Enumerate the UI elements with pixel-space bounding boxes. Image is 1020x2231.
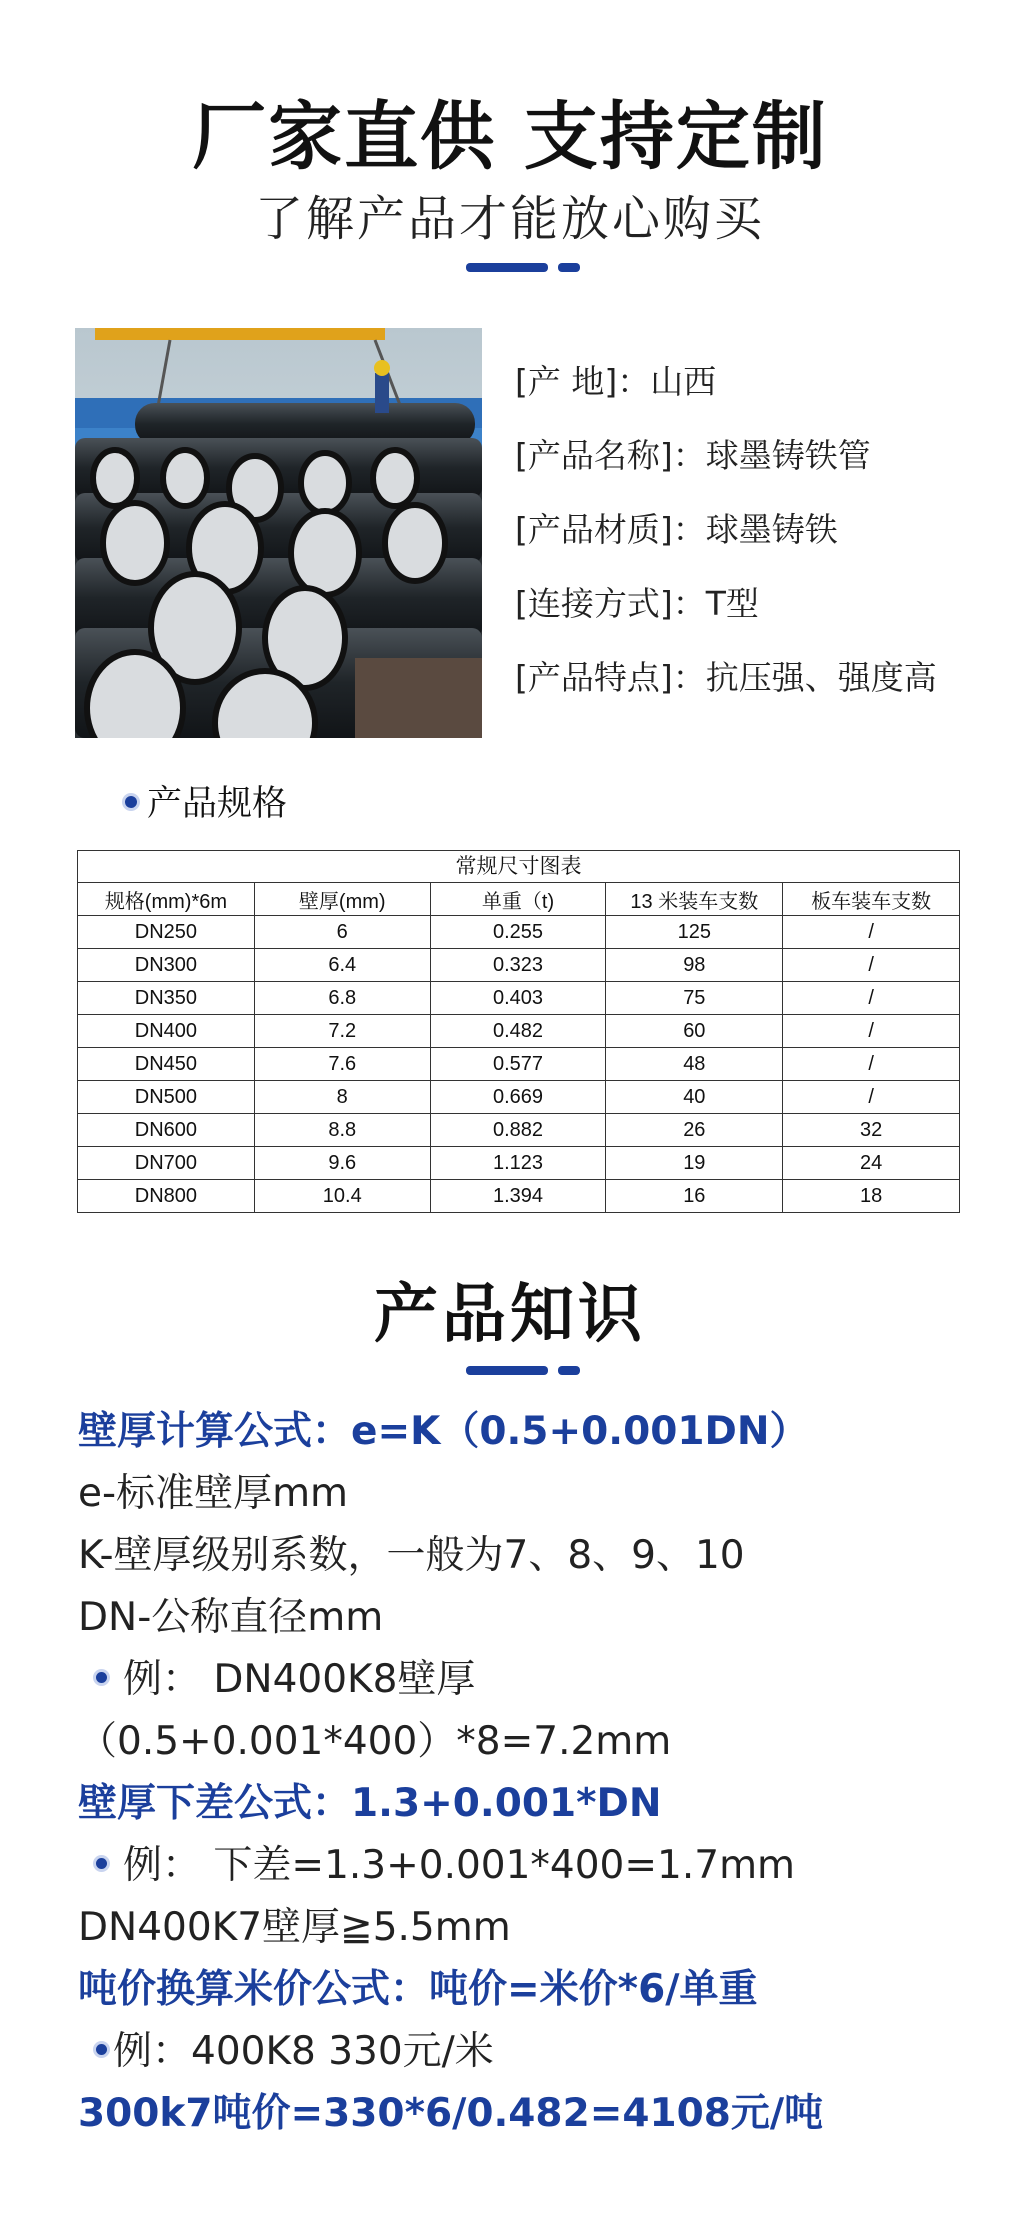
table-cell: 7.6 — [254, 1048, 430, 1081]
knowledge-line — [78, 1835, 1008, 1897]
table-cell: / — [783, 1015, 960, 1048]
table-cell: DN800 — [78, 1180, 255, 1213]
table-cell: 40 — [606, 1081, 783, 1114]
table-row — [78, 1048, 960, 1081]
knowledge-line — [78, 1463, 1008, 1525]
table-cell: 0.577 — [430, 1048, 606, 1081]
table-cell: 0.669 — [430, 1081, 606, 1114]
title-divider-long — [466, 263, 548, 272]
knowledge-line-text: 吨价换算米价公式：吨价=米价*6/单重 — [78, 1967, 758, 2012]
knowledge-divider-long — [466, 1366, 548, 1375]
table-cell: 8 — [254, 1081, 430, 1114]
table-cell: / — [783, 916, 960, 949]
table-cell: DN400 — [78, 1015, 255, 1048]
product-photo — [75, 328, 482, 738]
knowledge-line — [78, 1649, 1008, 1711]
table-cell: 10.4 — [254, 1180, 430, 1213]
spec-table-caption: 常规尺寸图表 — [77, 850, 960, 882]
table-row — [78, 1015, 960, 1048]
spec-table-body — [78, 916, 960, 1213]
bullet-icon — [96, 2044, 107, 2055]
knowledge-line-text: 例： DN400K8壁厚 — [123, 1657, 476, 1702]
knowledge-line-text: 300k7吨价=330*6/0.482=4108元/吨 — [78, 2091, 824, 2136]
knowledge-line-text: e-标准壁厚mm — [78, 1471, 349, 1516]
table-cell: / — [783, 982, 960, 1015]
table-cell: 0.403 — [430, 982, 606, 1015]
table-row — [78, 1114, 960, 1147]
table-cell: 7.2 — [254, 1015, 430, 1048]
table-cell: 98 — [606, 949, 783, 982]
spec-heading — [125, 776, 287, 826]
knowledge-line-text: K-壁厚级别系数，一般为7、8、9、10 — [78, 1533, 745, 1578]
table-cell: DN300 — [78, 949, 255, 982]
table-cell: 60 — [606, 1015, 783, 1048]
knowledge-line — [78, 1711, 1008, 1773]
table-cell: DN450 — [78, 1048, 255, 1081]
table-cell: 1.394 — [430, 1180, 606, 1213]
table-cell: 9.6 — [254, 1147, 430, 1180]
bullet-icon — [96, 1672, 107, 1683]
page-subtitle: 了解产品才能放心购买 — [254, 191, 765, 247]
property-label: [产品名称] — [515, 436, 673, 475]
property-separator: ： — [672, 510, 706, 549]
knowledge-line — [78, 1525, 1008, 1587]
knowledge-line — [78, 1897, 1008, 1959]
property-value: T型 — [705, 584, 759, 623]
property-material — [515, 508, 1015, 582]
property-value: 山西 — [650, 362, 717, 401]
table-cell: 16 — [606, 1180, 783, 1213]
property-separator: ： — [672, 436, 706, 475]
table-cell: 1.123 — [430, 1147, 606, 1180]
property-product-name — [515, 434, 1015, 508]
knowledge-line-text: 壁厚下差公式：1.3+0.001*DN — [78, 1781, 662, 1826]
table-row — [78, 1081, 960, 1114]
table-cell: 0.482 — [430, 1015, 606, 1048]
title-divider-short — [558, 263, 580, 272]
bullet-icon — [125, 796, 137, 808]
property-value: 球墨铸铁 — [705, 510, 838, 549]
table-cell: 75 — [606, 982, 783, 1015]
table-cell: 0.323 — [430, 949, 606, 982]
table-cell: 125 — [606, 916, 783, 949]
knowledge-line — [78, 2083, 1008, 2145]
property-value: 抗压强、强度高 — [705, 658, 937, 697]
property-connection — [515, 582, 1015, 656]
table-cell: DN700 — [78, 1147, 255, 1180]
table-cell: DN250 — [78, 916, 255, 949]
product-properties — [515, 360, 1015, 730]
knowledge-divider-short — [558, 1366, 580, 1375]
table-header-row — [78, 883, 960, 916]
property-label: [产 地] — [515, 362, 618, 401]
knowledge-heading: 产品知识 — [374, 1278, 646, 1352]
table-cell: DN350 — [78, 982, 255, 1015]
knowledge-line — [78, 1773, 1008, 1835]
knowledge-lines — [78, 1401, 1008, 2145]
property-label: [产品特点] — [515, 658, 673, 697]
spec-heading-text: 产品规格 — [147, 784, 288, 824]
property-separator: ： — [672, 584, 706, 623]
knowledge-line-text: 壁厚计算公式：e=K（0.5+0.001DN） — [78, 1409, 809, 1454]
column-header: 单重（t) — [430, 883, 606, 916]
table-cell: 24 — [783, 1147, 960, 1180]
table-row — [78, 1180, 960, 1213]
table-cell: 8.8 — [254, 1114, 430, 1147]
table-cell: / — [783, 949, 960, 982]
property-origin — [515, 360, 1015, 434]
property-value: 球墨铸铁管 — [705, 436, 871, 475]
table-cell: 6 — [254, 916, 430, 949]
column-header: 13 米装车支数 — [606, 883, 783, 916]
page-title: 厂家直供 支持定制 — [192, 94, 828, 180]
knowledge-line — [78, 2021, 1008, 2083]
table-cell: 48 — [606, 1048, 783, 1081]
table-cell: / — [783, 1081, 960, 1114]
table-cell: 26 — [606, 1114, 783, 1147]
table-row — [78, 982, 960, 1015]
table-cell: 32 — [783, 1114, 960, 1147]
knowledge-line-text: DN-公称直径mm — [78, 1595, 384, 1640]
table-cell: DN600 — [78, 1114, 255, 1147]
table-cell: DN500 — [78, 1081, 255, 1114]
knowledge-line — [78, 1401, 1008, 1463]
property-label: [产品材质] — [515, 510, 673, 549]
bullet-icon — [96, 1858, 107, 1869]
knowledge-line-text: DN400K7壁厚≧5.5mm — [78, 1905, 511, 1950]
spec-table — [77, 850, 960, 1213]
knowledge-line — [78, 1587, 1008, 1649]
knowledge-line — [78, 1959, 1008, 2021]
table-cell: 19 — [606, 1147, 783, 1180]
table-cell: 6.4 — [254, 949, 430, 982]
property-separator: ： — [617, 362, 651, 401]
column-header: 壁厚(mm) — [254, 883, 430, 916]
table-cell: 0.255 — [430, 916, 606, 949]
table-row — [78, 949, 960, 982]
property-separator: ： — [672, 658, 706, 697]
table-cell: 18 — [783, 1180, 960, 1213]
table-row — [78, 916, 960, 949]
property-label: [连接方式] — [515, 584, 673, 623]
table-cell: 6.8 — [254, 982, 430, 1015]
knowledge-line-text: 例： 下差=1.3+0.001*400=1.7mm — [123, 1843, 796, 1888]
column-header: 板车装车支数 — [783, 883, 960, 916]
table-cell: / — [783, 1048, 960, 1081]
property-features — [515, 656, 1015, 730]
knowledge-line-text: （0.5+0.001*400）*8=7.2mm — [78, 1719, 672, 1764]
knowledge-line-text: 例：400K8 330元/米 — [113, 2029, 494, 2074]
table-row — [78, 1147, 960, 1180]
table-cell: 0.882 — [430, 1114, 606, 1147]
column-header: 规格(mm)*6m — [78, 883, 255, 916]
